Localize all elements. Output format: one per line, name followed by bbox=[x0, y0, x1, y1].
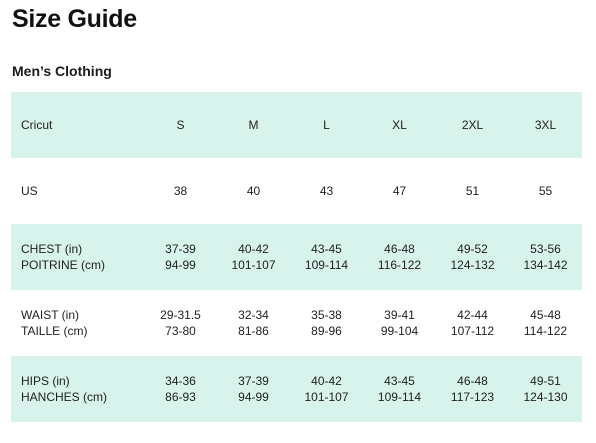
row-label: WAIST (in) TAILLE (cm) bbox=[21, 308, 88, 338]
table-cell: 35-38 89-96 bbox=[311, 308, 342, 338]
table-cell: 46-48 117-123 bbox=[436, 356, 509, 422]
table-cell: 49-52 124-132 bbox=[436, 224, 509, 290]
row-label: HIPS (in) HANCHES (cm) bbox=[11, 356, 144, 422]
page-title: Size Guide bbox=[12, 5, 137, 33]
table-cell: 39-41 99-104 bbox=[380, 308, 419, 338]
header-label: Cricut bbox=[21, 118, 53, 132]
table-cell: 37-39 94-99 bbox=[144, 224, 217, 290]
table-cell: 40-42 101-107 bbox=[290, 356, 363, 422]
table-cell: 32-34 81-86 bbox=[238, 308, 269, 338]
size-header-2xl: 2XL bbox=[436, 92, 509, 158]
size-header-xl: XL bbox=[363, 92, 436, 158]
table-cell: 43-45 109-114 bbox=[290, 224, 363, 290]
size-header-l: L bbox=[290, 92, 363, 158]
table-cell: 43-45 109-114 bbox=[363, 356, 436, 422]
table-cell: 46-48 116-122 bbox=[363, 224, 436, 290]
table-header-row bbox=[11, 92, 582, 158]
row-label: US bbox=[21, 184, 38, 198]
table-cell: 29-31.5 73-80 bbox=[160, 308, 201, 338]
table-cell: 55 bbox=[538, 184, 553, 198]
size-table bbox=[11, 92, 582, 422]
table-cell: 49-51 124-130 bbox=[509, 356, 582, 422]
table-row-waist bbox=[11, 290, 582, 356]
size-header-m: M bbox=[217, 92, 290, 158]
table-row-us bbox=[11, 158, 582, 224]
size-header-s: S bbox=[144, 92, 217, 158]
table-cell: 51 bbox=[465, 184, 480, 198]
section-title: Men’s Clothing bbox=[12, 63, 112, 79]
header-label-cell bbox=[11, 92, 144, 158]
table-row-chest bbox=[11, 224, 582, 290]
table-cell: 37-39 94-99 bbox=[217, 356, 290, 422]
table-cell: 43 bbox=[319, 184, 334, 198]
table-cell: 53-56 134-142 bbox=[509, 224, 582, 290]
size-header-3xl: 3XL bbox=[509, 92, 582, 158]
table-cell: 38 bbox=[173, 184, 188, 198]
table-cell: 45-48 114-122 bbox=[523, 308, 568, 338]
table-cell: 34-36 86-93 bbox=[144, 356, 217, 422]
table-cell: 40-42 101-107 bbox=[217, 224, 290, 290]
table-row-hips bbox=[11, 356, 582, 422]
table-cell: 47 bbox=[392, 184, 407, 198]
row-label: CHEST (in) POITRINE (cm) bbox=[11, 224, 144, 290]
table-cell: 42-44 107-112 bbox=[450, 308, 495, 338]
table-cell: 40 bbox=[246, 184, 261, 198]
